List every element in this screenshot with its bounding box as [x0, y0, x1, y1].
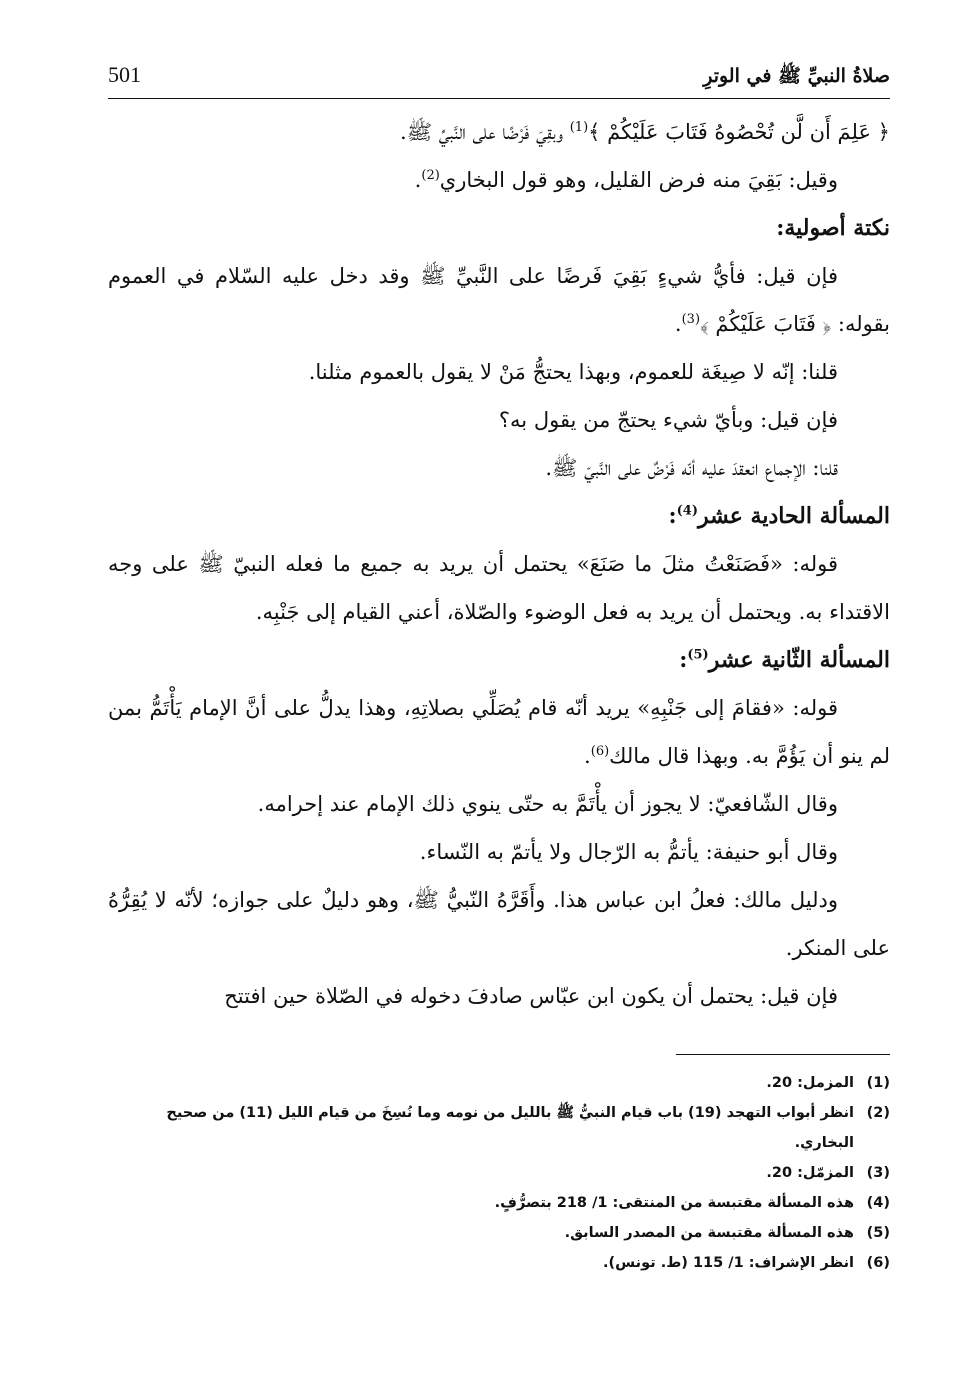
running-title: صلاةُ النبيِّ ﷺ في الوترِ	[703, 65, 890, 87]
section-heading-11: المسألة الحادية عشر$^{(4)}$:	[668, 503, 890, 529]
footnote-ref-6: (6)	[590, 744, 610, 759]
paragraph-question: فإن قيل: فأيُّ شيءٍ بَقِيَ فَرضًا على النَّبيِّ ﷺ وقد دخل عليه السّلام في العموم بقوله: ﴿ فَتَابَ عَلَيْكُمْ ﴾$^{(3)}$.	[108, 264, 890, 336]
footnote	[108, 1218, 890, 1248]
paragraph-issue-12: قوله: «فقامَ إلى جَنْبِهِ» يريد أنّه قام يُصَلِّي بصلاتِهِ، وهذا يدلُّ على أنَّ الإمام يَأْتَمُّ بمن لم ينو أن يَؤُمَّ به. وبهذا قال مالك$^{(6)}$.	[108, 696, 890, 768]
footnote-ref-2: (2)	[421, 168, 440, 183]
footnote-text: هذه المسألة مقتبسة من المصدر السابق.	[564, 1225, 854, 1241]
footnote-ref-1: (1)	[569, 120, 589, 135]
page-number: 501	[108, 62, 141, 87]
footnote-text: انظر أبواب التهجد (19) باب قيام النبيُّ ﷺ بالليل من نومه وما نُسِخَ من قيام الليل (11) من صحيح البخاري.	[166, 1105, 854, 1151]
paragraph-malik-evidence: ودليل مالك: فعلُ ابن عباس هذا. وأَقَرَّهُ النّبيُّ ﷺ، وهو دليلٌ على جوازه؛ لأنّه لا يُقِرُّهُ على المنكر.	[108, 888, 890, 960]
paragraph-answer-1: قلنا: إنّه لا صِيغَة للعموم، وبهذا يحتجُّ مَنْ لا يقول بالعموم مثلنا.	[308, 360, 838, 384]
main-text	[108, 108, 890, 1020]
page-header	[108, 58, 890, 99]
paragraph-bukhari: وقيل: بَقِيَ منه فرض القليل، وهو قول البخاري$^{(2)}$.	[414, 168, 838, 192]
footnotes	[108, 1068, 890, 1278]
section-heading-usul: نكتة أصولية:	[776, 215, 890, 241]
footnote-separator	[676, 1054, 890, 1055]
paragraph-objection: فإن قيل: يحتمل أن يكون ابن عبّاس صادفَ دخوله في الصّلاة حين افتتح	[224, 984, 838, 1008]
paragraph-abu-hanifa: وقال أبو حنيفة: يأتمُّ به الرّجال ولا يأتمّ به النّساء.	[419, 840, 838, 864]
footnote-text: المزمّل: 20.	[766, 1165, 854, 1181]
paragraph-answer-2: قلنا: الإجماع انعقدَ عليه أنّه فَرْضٌ على النَّبيّ ﷺ.	[545, 456, 838, 480]
footnote-number: (5)	[866, 1225, 890, 1241]
footnote-number: (3)	[866, 1165, 890, 1181]
footnote-ref-3: (3)	[681, 312, 701, 327]
footnote-number: (2)	[866, 1105, 890, 1121]
footnote-ref-4: (4)	[676, 503, 698, 519]
footnote-text: انظر الإشراف: 1/ 115 (ط. تونس).	[603, 1255, 854, 1271]
footnote	[108, 1098, 890, 1158]
footnote-number: (6)	[866, 1255, 890, 1271]
paragraph-issue-11: قوله: «فَصَنَعْتُ مثلَ ما صَنَعَ» يحتمل أن يريد به جميع ما فعله النبيّ ﷺ على وجه الاقتداء به. ويحتمل أن يريد به فعل الوضوء والصّلاة، أعني القيام إلى جَنْبِه.	[108, 552, 890, 624]
footnote-text: هذه المسألة مقتبسة من المنتقى: 1/ 218 بتصرُّفٍ.	[494, 1195, 854, 1211]
section-heading-12: المسألة الثّانية عشر$^{(5)}$:	[679, 647, 890, 673]
paragraph-shafii: وقال الشّافعيّ: لا يجوز أن يأْتَمَّ به حتّى ينوي ذلك الإمام عند إحرامه.	[257, 792, 838, 816]
footnote-number: (4)	[866, 1195, 890, 1211]
footnote-number: (1)	[866, 1075, 890, 1091]
footnote	[108, 1068, 890, 1098]
footnote	[108, 1188, 890, 1218]
paragraph-question-2: فإن قيل: وبأيّ شيء يحتجّ من يقول به؟	[498, 408, 838, 432]
paragraph-verse: ﴿ عَلِمَ أَن لَّن تُحْصُوهُ فَتَابَ عَلَيْكُمْ ﴾$^{(1)}$ وبقِيَ فَرْضًا على النَّبيِّ ﷺ.	[400, 120, 890, 144]
footnote-text: المزمل: 20.	[766, 1075, 854, 1091]
footnote	[108, 1248, 890, 1278]
footnote	[108, 1158, 890, 1188]
footnote-ref-5: (5)	[687, 647, 709, 663]
